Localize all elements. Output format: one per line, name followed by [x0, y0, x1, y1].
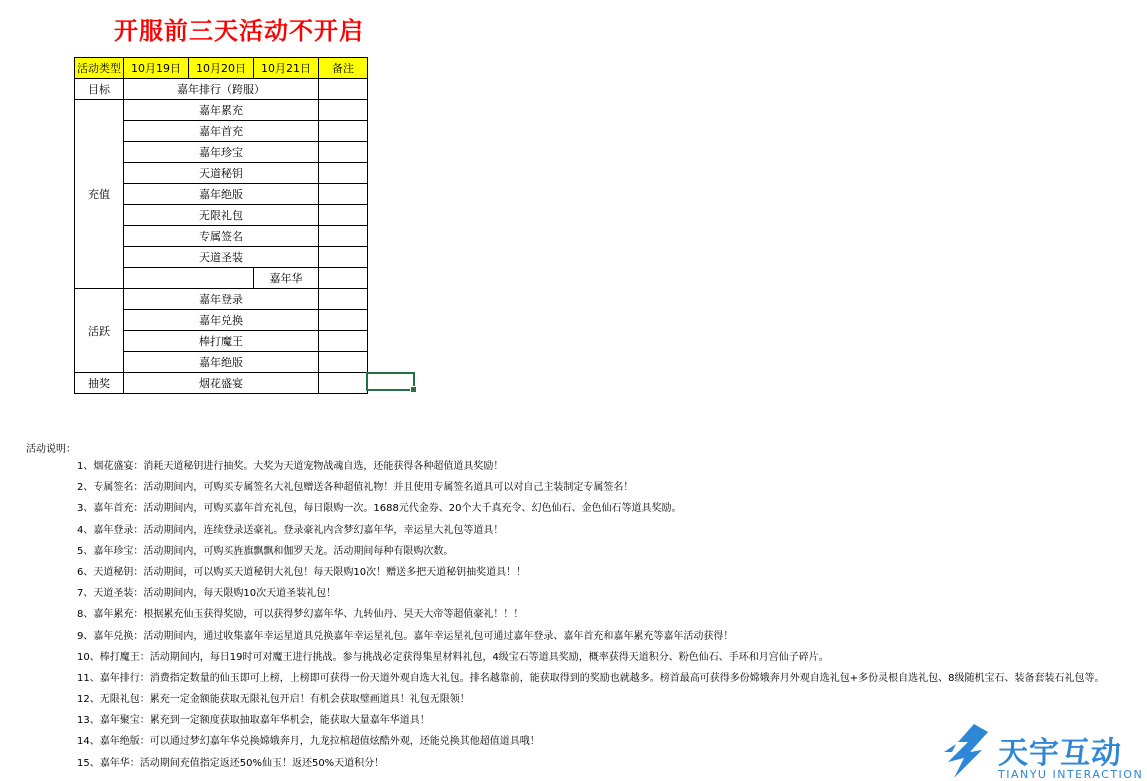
remark-cell[interactable]	[319, 331, 368, 352]
list-item: 11、嘉年排行：消费指定数量的仙玉即可上榜，上榜即可获得一份天道外观自选大礼包。排名越靠前，能获取得到的奖励也就越多。榜首最高可获得多份嫦娥奔月外观自选礼包+多份灵根自选礼包、8级随机宝石、装备套装石礼包等。	[77, 672, 1105, 684]
list-item: 14、嘉年绝版：可以通过梦幻嘉年华兑换嫦娥奔月，九龙拉棺超值炫酷外观，还能兑换其他超值道具哦！	[77, 736, 540, 748]
activity-schedule-table	[74, 57, 368, 394]
fill-handle[interactable]	[410, 386, 417, 393]
list-item: 13、嘉年聚宝：累充到一定额度获取抽取嘉年华机会，能获取大量嘉年华道具！	[77, 715, 430, 727]
logo-text-en: TIANYU INTERACTION	[998, 768, 1144, 781]
list-item: 10、棒打魔王：活动期间内，每日19时可对魔王进行挑战。参与挑战必定获得集星材料礼包，4级宝石等道具奖励，概率获得天道积分、粉色仙石、手环和月宫仙子碎片。	[77, 651, 829, 663]
header-cell[interactable]: 活动类型	[75, 58, 124, 79]
notes-heading: 活动说明：	[26, 444, 76, 455]
table-header-row	[75, 58, 368, 79]
remark-cell[interactable]	[319, 289, 368, 310]
activity-cell[interactable]: 嘉年珍宝	[124, 142, 319, 163]
table-row	[75, 79, 368, 100]
activity-cell[interactable]: 棒打魔王	[124, 331, 319, 352]
activity-cell[interactable]: 烟花盛宴	[124, 373, 319, 394]
list-item: 7、天道圣装：活动期间内，每天限购10次天道圣装礼包！	[77, 588, 337, 600]
remark-cell[interactable]	[319, 373, 368, 394]
list-item: 2、专属签名：活动期间内，可购买专属签名大礼包赠送各种超值礼物！并且使用专属签名道具可以对自己主装制定专属签名！	[77, 482, 634, 494]
tianyu-logo	[938, 722, 1142, 780]
list-item: 1、烟花盛宴：消耗天道秘钥进行抽奖。大奖为天道宠物战魂自选，还能获得各种超值道具奖励！	[77, 461, 504, 472]
remark-cell[interactable]	[319, 121, 368, 142]
remark-cell[interactable]	[319, 310, 368, 331]
page-title: 开服前三天活动不开启	[114, 17, 364, 45]
activity-cell[interactable]: 无限礼包	[124, 205, 319, 226]
empty-cell[interactable]	[124, 268, 254, 289]
activity-cell[interactable]: 嘉年排行（跨服）	[124, 79, 319, 100]
header-cell[interactable]: 10月21日	[254, 58, 319, 79]
group-cell-recharge[interactable]: 充值	[75, 100, 124, 289]
activity-cell[interactable]: 天道秘钥	[124, 163, 319, 184]
table-row	[75, 289, 368, 310]
activity-cell[interactable]: 嘉年华	[254, 268, 319, 289]
activity-cell[interactable]: 嘉年绝版	[124, 184, 319, 205]
activity-cell[interactable]: 嘉年登录	[124, 289, 319, 310]
activity-cell[interactable]: 嘉年兑换	[124, 310, 319, 331]
list-item: 3、嘉年首充：活动期间内，可购买嘉年首充礼包，每日限购一次。1688元代金券、20个大千真充令、幻色仙石、金色仙石等道具奖励。	[77, 503, 682, 515]
list-item: 4、嘉年登录：活动期间内，连续登录送豪礼。登录豪礼内含梦幻嘉年华，幸运星大礼包等道具！	[77, 524, 504, 536]
remark-cell[interactable]	[319, 352, 368, 373]
group-cell-lottery[interactable]: 抽奖	[75, 373, 124, 394]
group-cell-target[interactable]: 目标	[75, 79, 124, 100]
activity-cell[interactable]: 嘉年累充	[124, 100, 319, 121]
list-item: 5、嘉年珍宝：活动期间内，可购买旌旗飘飘和伽罗天龙。活动期间每种有限购次数。	[77, 545, 454, 557]
remark-cell[interactable]	[319, 184, 368, 205]
activity-cell[interactable]: 专属签名	[124, 226, 319, 247]
activity-cell[interactable]: 嘉年首充	[124, 121, 319, 142]
list-item: 12、无限礼包：累充一定金额能获取无限礼包开启！有机会获取璧画道具！礼包无限领！	[77, 694, 470, 706]
wing-logo-icon	[938, 722, 994, 780]
remark-cell[interactable]	[319, 268, 368, 289]
list-item: 9、嘉年兑换：活动期间内，通过收集嘉年幸运星道具兑换嘉年幸运星礼包。嘉年幸运星礼包可通过嘉年登录、嘉年首充和嘉年累充等嘉年活动获得！	[77, 630, 734, 642]
remark-cell[interactable]	[319, 163, 368, 184]
remark-cell[interactable]	[319, 79, 368, 100]
table-row	[75, 373, 368, 394]
activity-cell[interactable]: 嘉年绝版	[124, 352, 319, 373]
remark-cell[interactable]	[319, 205, 368, 226]
table-row	[75, 100, 368, 121]
activity-cell[interactable]: 天道圣装	[124, 247, 319, 268]
list-item: 6、天道秘钥：活动期间，可以购买天道秘钥大礼包！每天限购10次！赠送多把天道秘钥抽奖道具！！	[77, 566, 527, 578]
remark-cell[interactable]	[319, 226, 368, 247]
group-cell-active[interactable]: 活跃	[75, 289, 124, 373]
remark-cell[interactable]	[319, 247, 368, 268]
list-item: 15、嘉年华：活动期间充值指定返还50%仙玉！返还50%天道积分！	[77, 757, 385, 769]
remark-cell[interactable]	[319, 142, 368, 163]
header-cell[interactable]: 10月20日	[189, 58, 254, 79]
list-item: 8、嘉年累充：根据累充仙玉获得奖励，可以获得梦幻嘉年华、九转仙丹、昊天大帝等超值豪礼！！！	[77, 609, 524, 621]
logo-text-cn: 天宇互动	[998, 736, 1122, 771]
active-cell-selection[interactable]	[366, 372, 415, 391]
remark-cell[interactable]	[319, 100, 368, 121]
header-cell[interactable]: 备注	[319, 58, 368, 79]
header-cell[interactable]: 10月19日	[124, 58, 189, 79]
